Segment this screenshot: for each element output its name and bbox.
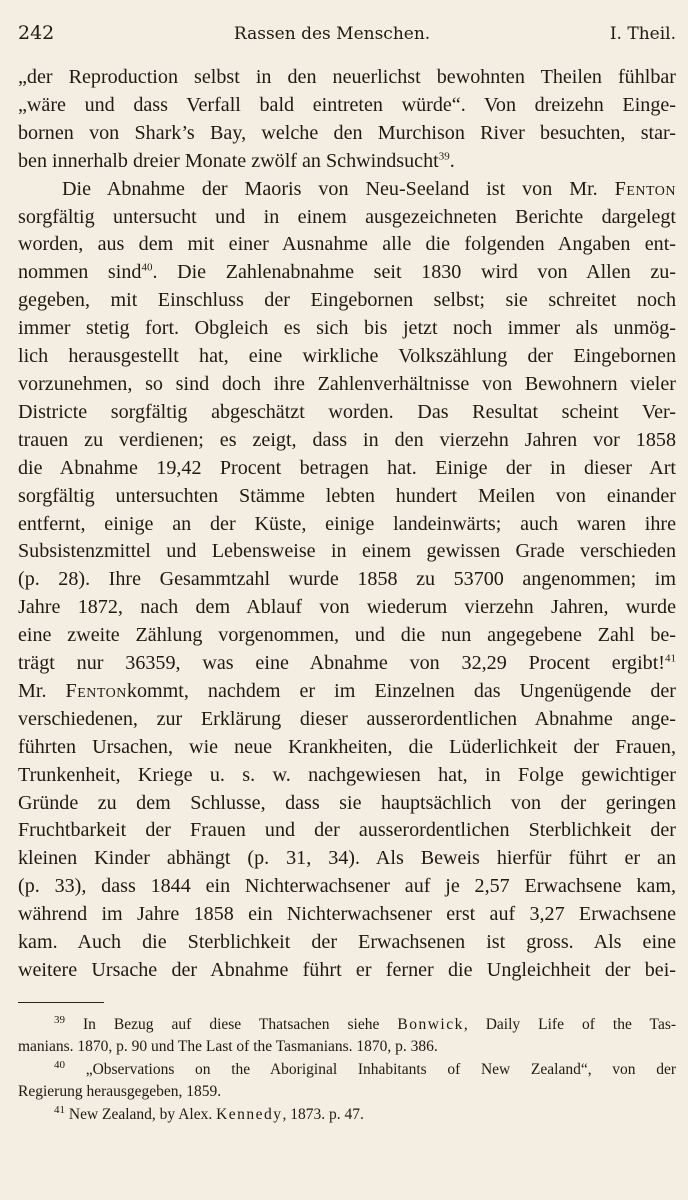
part-label: I. Theil. — [609, 24, 676, 44]
text-line: verschiedenen, zur Erklärung dieser ausserordentlichen Abnahme ange- — [18, 707, 676, 730]
text-line: Districte sorgfältig abgeschätzt worden. Das Resultat scheint Ver- — [18, 400, 676, 423]
text-line: worden, aus dem mit einer Ausnahme alle die folgenden Angaben ent- — [18, 233, 676, 256]
text-line: sorgfältig untersucht und in einem ausgezeichneten Berichte dargelegt — [18, 205, 676, 228]
author-bonwick: Bonwick — [397, 1015, 464, 1033]
text-line: (p. 28). Ihre Gesammtzahl wurde 1858 zu 53700 angenommen; im — [18, 568, 676, 591]
text-line: immer stetig fort. Obgleich es sich bis jetzt noch immer als unmög- — [18, 317, 676, 340]
footnote-40-cont: Regierung herausgegeben, 1859. — [18, 1083, 222, 1101]
text-line: „wäre und dass Verfall bald eintreten würde“. Von dreizehn Einge- — [18, 93, 676, 116]
footnote-39: $^{39}$ In Bezug auf diese Thatsachen siehe Bonwick, Daily Life of the Tas- — [54, 1013, 676, 1033]
text-line: eine zweite Zählung vorgenommen, und die nun angegebene Zahl be- — [18, 624, 676, 647]
text-line: „der Reproduction selbst in den neuerlichst bewohnten Theilen fühlbar — [18, 66, 676, 88]
text-line: lich herausgestellt hat, eine wirkliche Volkszählung der Eingebornen — [18, 345, 676, 368]
text-line: Die Abnahme der Maoris von Neu-Seeland ist von Mr. Fenton — [62, 177, 676, 200]
text-line: (p. 33), dass 1844 ein Nichterwachsener auf je 2,57 Erwachsene kam, — [18, 875, 676, 898]
text-line: kleinen Kinder abhängt (p. 31, 34). Als Beweis hierfür führt er an — [18, 847, 676, 870]
author-fenton: Fenton — [65, 679, 127, 702]
text-line: sorgfältig untersuchten Stämme lebten hundert Meilen von einander — [18, 484, 676, 507]
text-line: gegeben, mit Einschluss der Eingebornen selbst; sie schreitet noch — [18, 289, 676, 312]
footnote-40: $^{40}$ „Observations on the Aboriginal Inhabitants of New Zealand“, von der — [54, 1058, 676, 1078]
text-line: trauen zu verdienen; es zeigt, dass in den vierzehn Jahren vor 1858 — [18, 428, 676, 451]
text-line: Trunkenheit, Kriege u. s. w. nachgewiesen hat, in Folge gewichtiger — [18, 763, 676, 786]
text-line: kam. Auch die Sterblichkeit der Erwachsenen ist gross. Als eine — [18, 931, 676, 954]
text-line: ben innerhalb dreier Monate zwölf an Schwindsucht$^{39}$. — [18, 149, 455, 172]
footnote-ref-40: 40 — [141, 261, 153, 274]
text-line: die Abnahme 19,42 Procent betragen hat. Einige der in dieser Art — [18, 456, 676, 479]
text-line: entfernt, einige an der Küste, einige landeinwärts; auch waren ihre — [18, 512, 676, 535]
text-line: Gründe zu dem Schlusse, dass sie hauptsächlich von der geringen — [18, 791, 676, 814]
text-line: trägt nur 36359, was eine Abnahme von 32,29 Procent ergibt!$^{41}$ — [18, 652, 676, 675]
text-line: Mr. Fentonkommt, nachdem er im Einzelnen das Ungenügende der — [18, 679, 676, 702]
text-line: Jahre 1872, nach dem Ablauf von wiederum vierzehn Jahren, wurde — [18, 596, 676, 619]
running-header — [18, 22, 676, 56]
text-line: weitere Ursache der Abnahme führt er ferner die Ungleichheit der bei- — [18, 959, 676, 981]
text-line: bornen von Shark’s Bay, welche den Murchison River besuchten, star- — [18, 121, 676, 144]
author-fenton: Fenton — [614, 177, 676, 200]
text-line: nommen sind$^{40}$. Die Zahlenabnahme seit 1830 wird von Allen zu- — [18, 261, 676, 284]
page-number: 242 — [18, 22, 55, 44]
footnote-ref-39: 39 — [438, 150, 450, 163]
text-line: während im Jahre 1858 ein Nichterwachsener erst auf 3,27 Erwachsene — [18, 903, 676, 926]
text-line: führten Ursachen, wie neue Krankheiten, die Lüderlichkeit der Frauen, — [18, 735, 676, 758]
running-title: Rassen des Menschen. — [233, 24, 431, 44]
footnote-divider — [18, 1002, 104, 1003]
footnote-39-cont: manians. 1870, p. 90 und The Last of the Tasmanians. 1870, p. 386. — [18, 1038, 438, 1056]
footnote-41: $^{41}$ New Zealand, by Alex. Kennedy, 1873. p. 47. — [54, 1103, 364, 1123]
text-line: Subsistenzmittel und Lebensweise in einem gewissen Grade verschieden — [18, 540, 676, 563]
author-kennedy: Kennedy — [216, 1105, 283, 1123]
footnotes — [18, 1014, 676, 1127]
footnote-ref-41: 41 — [665, 652, 676, 665]
text-line: Fruchtbarkeit der Frauen und der ausserordentlichen Sterblichkeit der — [18, 819, 676, 842]
text-line: vorzunehmen, so sind doch ihre Zahlenverhältnisse von Bewohnern vieler — [18, 372, 676, 395]
body-text — [18, 64, 676, 985]
